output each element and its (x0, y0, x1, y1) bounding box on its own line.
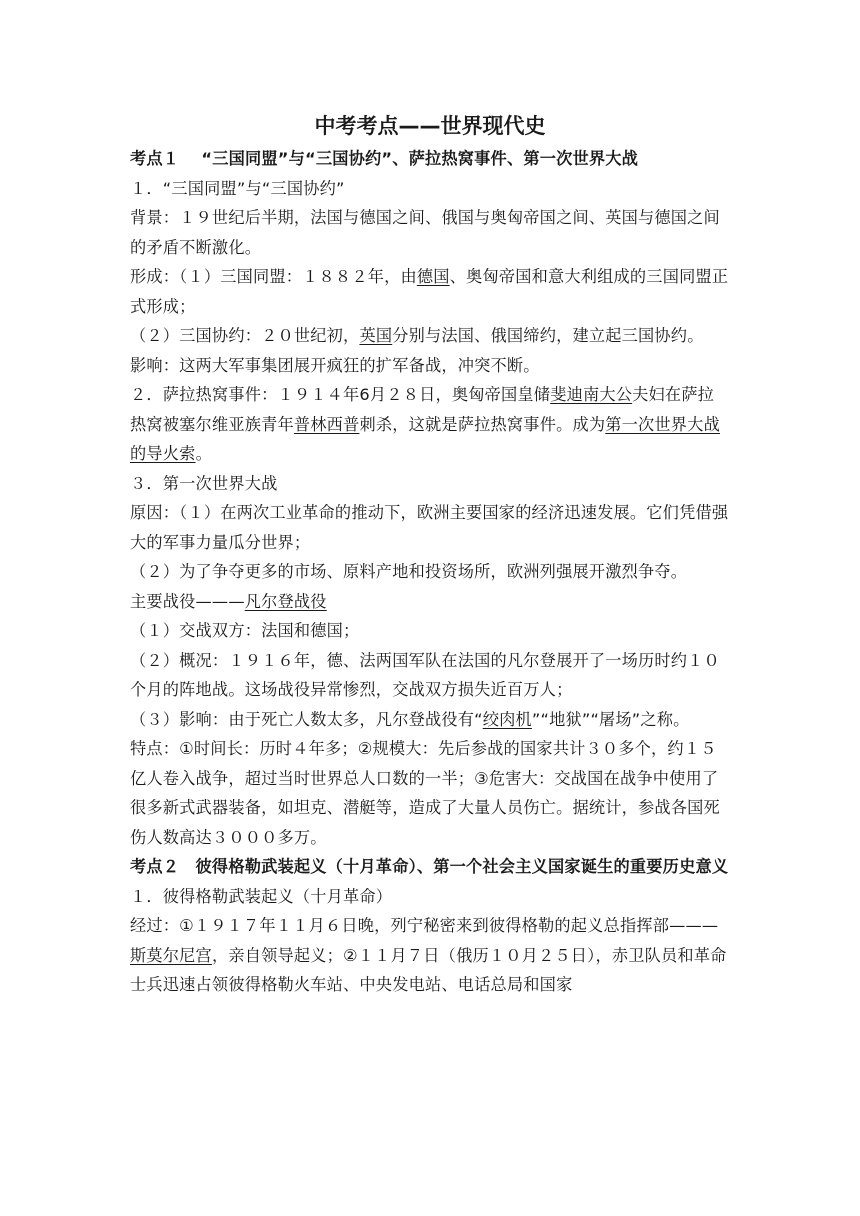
underlined-term: 凡尔登战役 (244, 591, 327, 611)
paragraph: ３．第一次世界大战 (130, 473, 278, 493)
section-heading-2: 考点２ 彼得格勒武装起义（十月革命）、第一个社会主义国家诞生的重要历史意义 (130, 857, 729, 876)
paragraph: １．彼得格勒武装起义（十月革命） (130, 886, 393, 906)
paragraph: （２）概况：１９１６年，德、法两国军队在法国的凡尔登展开了一场历时约１０个月的阵地战。这场战役异常惨烈，交战双方损失近百万人； (130, 650, 720, 699)
paragraph: 背景：１９世纪后半期，法国与德国之间、俄国与奥匈帝国之间、英国与德国之间的矛盾不断激化。 (130, 208, 720, 257)
paragraph: （２）为了争夺更多的市场、原料产地和投资场所，欧洲列强展开激烈争夺。 (130, 562, 688, 581)
paragraph: （３）影响：由于死亡人数太多，凡尔登战役有“绞肉机”“地狱”“屠场”之称。 (130, 709, 690, 729)
paragraph: 经过：①１９１７年１１月６日晚，列宁秘密来到彼得格勒的起义总指挥部———斯莫尔尼宫，亲自领导起义；②１１月７日（俄历１０月２５日），赤卫队员和革命士兵迅速占领彼得格勒火车站、中央发电站、电话总局和国家 (130, 916, 727, 994)
underlined-term: 英国 (359, 326, 393, 345)
underlined-term: 斯莫尔尼宫 (130, 945, 212, 965)
underlined-term: 普林西普 (293, 414, 360, 434)
paragraph: 形成：（１）三国同盟：１８８２年，由德国、奥匈帝国和意大利组成的三国同盟正式形成； (130, 267, 729, 316)
underlined-term: 德国 (416, 267, 450, 286)
paragraph: （２）三国协约：２０世纪初，英国分别与法国、俄国缔约，建立起三国协约。 (130, 326, 704, 345)
paragraph: 原因：（１）在两次工业革命的推动下，欧洲主要国家的经济迅速发展。它们凭借强大的军事力量瓜分世界； (130, 503, 729, 552)
paragraph: 影响：这两大军事集团展开疯狂的扩军备战，冲突不断。 (130, 355, 540, 375)
paragraph: 主要战役———凡尔登战役 (130, 591, 327, 611)
underlined-term: 斐迪南大公 (550, 385, 633, 404)
underlined-term: 第一次世界大战的导火索 (130, 414, 720, 463)
paragraph: ２．萨拉热窝事件：１９１４年6月２８日，奥匈帝国皇储斐迪南大公夫妇在萨拉热窝被塞尔维亚族青年普林西普刺杀，这就是萨拉热窝事件。成为第一次世界大战的导火索。 (130, 385, 720, 463)
section-heading-1: 考点１ “三国同盟”与“三国协约”、萨拉热窝事件、第一次世界大战 (130, 149, 639, 168)
paragraph: （１）交战双方：法国和德国； (130, 621, 360, 640)
document-page (130, 108, 730, 1000)
paragraph: 特点：①时间长：历时４年多；②规模大：先后参战的国家共计３０多个，约１５亿人卷入战争，超过当时世界总人口数的一半；③危害大：交战国在战争中使用了很多新式武器装备，如坦克、潜艇等，造成了大量人员伤亡。据统计，参战各国死伤人数高达３０００多万。 (130, 739, 720, 847)
paragraph: １．“三国同盟”与“三国协约” (130, 178, 345, 198)
underlined-term: 绞肉机 (482, 709, 532, 729)
document-title: 中考考点——世界现代史 (314, 114, 546, 138)
